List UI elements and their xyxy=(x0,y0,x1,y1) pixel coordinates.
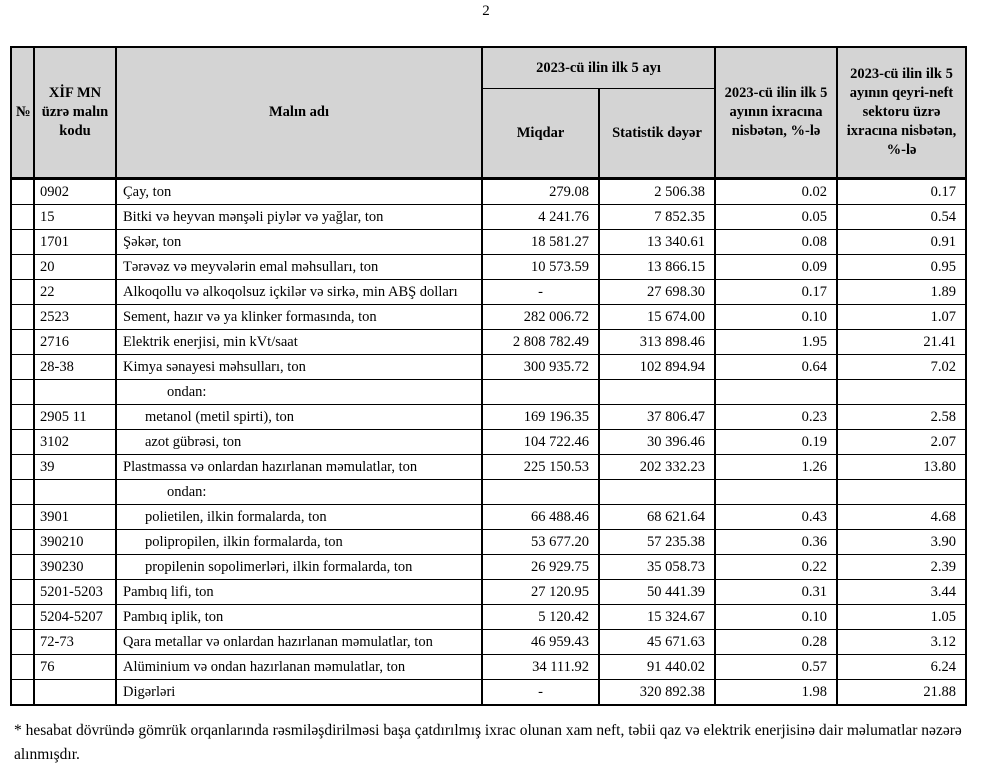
cell-no xyxy=(11,505,34,530)
cell-product-name: Tərəvəz və meyvələrin emal məhsulları, ton xyxy=(116,255,482,280)
cell-stat-value: 320 892.38 xyxy=(599,680,715,706)
cell-product-name: Şəkər, ton xyxy=(116,230,482,255)
cell-share-nonoil: 2.39 xyxy=(837,555,966,580)
cell-no xyxy=(11,205,34,230)
cell-share-export: 1.26 xyxy=(715,455,837,480)
cell-product-name: Qara metallar və onlardan hazırlanan məmulatlar, ton xyxy=(116,630,482,655)
cell-code: 0902 xyxy=(34,179,116,205)
export-statistics-table xyxy=(10,46,967,706)
cell-share-export: 0.10 xyxy=(715,305,837,330)
cell-share-nonoil: 6.24 xyxy=(837,655,966,680)
cell-product-name: ondan: xyxy=(116,380,482,405)
cell-share-nonoil: 2.58 xyxy=(837,405,966,430)
cell-stat-value: 15 324.67 xyxy=(599,605,715,630)
cell-quantity: 2 808 782.49 xyxy=(482,330,599,355)
cell-product-name: Alüminium və ondan hazırlanan məmulatlar, ton xyxy=(116,655,482,680)
cell-product-name: Sement, hazır və ya klinker formasında, ton xyxy=(116,305,482,330)
table-row xyxy=(11,230,966,255)
cell-stat-value: 15 674.00 xyxy=(599,305,715,330)
cell-product-name: Pambıq lifi, ton xyxy=(116,580,482,605)
table-row xyxy=(11,630,966,655)
cell-stat-value: 57 235.38 xyxy=(599,530,715,555)
cell-stat-value: 37 806.47 xyxy=(599,405,715,430)
cell-code: 1701 xyxy=(34,230,116,255)
cell-share-nonoil: 0.95 xyxy=(837,255,966,280)
cell-quantity: 66 488.46 xyxy=(482,505,599,530)
cell-quantity: 27 120.95 xyxy=(482,580,599,605)
cell-share-export: 0.08 xyxy=(715,230,837,255)
cell-share-nonoil: 3.90 xyxy=(837,530,966,555)
cell-share-export xyxy=(715,480,837,505)
table-row xyxy=(11,355,966,380)
cell-code: 2716 xyxy=(34,330,116,355)
cell-no xyxy=(11,280,34,305)
cell-share-export: 0.31 xyxy=(715,580,837,605)
cell-code: 28-38 xyxy=(34,355,116,380)
cell-stat-value: 202 332.23 xyxy=(599,455,715,480)
cell-quantity: 282 006.72 xyxy=(482,305,599,330)
cell-product-name: propilenin sopolimerləri, ilkin formalarda, ton xyxy=(116,555,482,580)
cell-share-export: 0.28 xyxy=(715,630,837,655)
cell-no xyxy=(11,305,34,330)
cell-no xyxy=(11,630,34,655)
cell-share-export: 1.98 xyxy=(715,680,837,706)
cell-quantity: - xyxy=(482,680,599,706)
cell-share-export: 0.10 xyxy=(715,605,837,630)
cell-product-name: Çay, ton xyxy=(116,179,482,205)
cell-share-export xyxy=(715,380,837,405)
cell-share-nonoil: 0.17 xyxy=(837,179,966,205)
cell-no xyxy=(11,530,34,555)
table-row xyxy=(11,505,966,530)
cell-stat-value: 27 698.30 xyxy=(599,280,715,305)
cell-quantity xyxy=(482,480,599,505)
cell-share-nonoil: 1.05 xyxy=(837,605,966,630)
cell-code: 72-73 xyxy=(34,630,116,655)
table-header xyxy=(11,47,966,179)
cell-code: 22 xyxy=(34,280,116,305)
cell-code: 3102 xyxy=(34,430,116,455)
cell-code xyxy=(34,380,116,405)
cell-no xyxy=(11,680,34,706)
cell-stat-value: 45 671.63 xyxy=(599,630,715,655)
cell-share-nonoil: 1.89 xyxy=(837,280,966,305)
cell-share-export: 0.36 xyxy=(715,530,837,555)
cell-stat-value: 13 340.61 xyxy=(599,230,715,255)
cell-share-export: 0.17 xyxy=(715,280,837,305)
cell-code: 15 xyxy=(34,205,116,230)
cell-product-name: ondan: xyxy=(116,480,482,505)
col-header-no: № xyxy=(11,47,34,179)
col-header-share-export: 2023-cü ilin ilk 5 ayının ixracına nisbətən, %-lə xyxy=(715,47,837,179)
cell-stat-value xyxy=(599,380,715,405)
cell-stat-value: 35 058.73 xyxy=(599,555,715,580)
cell-quantity: 4 241.76 xyxy=(482,205,599,230)
table-row xyxy=(11,280,966,305)
col-header-share-nonoil: 2023-cü ilin ilk 5 ayının qeyri-neft sektoru üzrə ixracına nisbətən, %-lə xyxy=(837,47,966,179)
cell-code: 5204-5207 xyxy=(34,605,116,630)
cell-share-export: 0.23 xyxy=(715,405,837,430)
cell-no xyxy=(11,355,34,380)
cell-code: 20 xyxy=(34,255,116,280)
cell-share-nonoil xyxy=(837,480,966,505)
cell-product-name: Kimya sənayesi məhsulları, ton xyxy=(116,355,482,380)
cell-product-name: azot gübrəsi, ton xyxy=(116,430,482,455)
cell-no xyxy=(11,605,34,630)
cell-share-nonoil: 7.02 xyxy=(837,355,966,380)
cell-stat-value: 91 440.02 xyxy=(599,655,715,680)
col-header-period-group: 2023-cü ilin ilk 5 ayı xyxy=(482,47,715,89)
table-row xyxy=(11,555,966,580)
col-header-stat-value: Statistik dəyər xyxy=(599,89,715,179)
cell-product-name: polipropilen, ilkin formalarda, ton xyxy=(116,530,482,555)
cell-share-export: 0.19 xyxy=(715,430,837,455)
cell-stat-value: 68 621.64 xyxy=(599,505,715,530)
cell-product-name: Elektrik enerjisi, min kVt/saat xyxy=(116,330,482,355)
cell-share-nonoil: 4.68 xyxy=(837,505,966,530)
cell-quantity: 10 573.59 xyxy=(482,255,599,280)
table-row xyxy=(11,480,966,505)
cell-stat-value: 102 894.94 xyxy=(599,355,715,380)
table-row xyxy=(11,605,966,630)
cell-stat-value: 13 866.15 xyxy=(599,255,715,280)
cell-quantity: 46 959.43 xyxy=(482,630,599,655)
table-row xyxy=(11,455,966,480)
cell-product-name: metanol (metil spirti), ton xyxy=(116,405,482,430)
cell-quantity: - xyxy=(482,280,599,305)
cell-share-export: 0.43 xyxy=(715,505,837,530)
table-row xyxy=(11,330,966,355)
cell-code: 5201-5203 xyxy=(34,580,116,605)
cell-quantity: 18 581.27 xyxy=(482,230,599,255)
cell-no xyxy=(11,580,34,605)
table-row xyxy=(11,430,966,455)
cell-stat-value xyxy=(599,480,715,505)
cell-code: 2905 11 xyxy=(34,405,116,430)
cell-quantity: 26 929.75 xyxy=(482,555,599,580)
cell-stat-value: 50 441.39 xyxy=(599,580,715,605)
table-row xyxy=(11,580,966,605)
cell-product-name: Bitki və heyvan mənşəli piylər və yağlar, ton xyxy=(116,205,482,230)
cell-share-nonoil: 21.41 xyxy=(837,330,966,355)
cell-product-name: polietilen, ilkin formalarda, ton xyxy=(116,505,482,530)
cell-stat-value: 30 396.46 xyxy=(599,430,715,455)
cell-share-nonoil: 13.80 xyxy=(837,455,966,480)
cell-no xyxy=(11,380,34,405)
cell-share-export: 1.95 xyxy=(715,330,837,355)
cell-share-nonoil xyxy=(837,380,966,405)
col-header-quantity: Miqdar xyxy=(482,89,599,179)
cell-no xyxy=(11,430,34,455)
cell-share-nonoil: 3.12 xyxy=(837,630,966,655)
cell-share-export: 0.05 xyxy=(715,205,837,230)
cell-quantity: 34 111.92 xyxy=(482,655,599,680)
cell-code: 390210 xyxy=(34,530,116,555)
cell-share-nonoil: 21.88 xyxy=(837,680,966,706)
cell-no xyxy=(11,655,34,680)
cell-quantity: 279.08 xyxy=(482,179,599,205)
cell-share-export: 0.64 xyxy=(715,355,837,380)
table-row xyxy=(11,255,966,280)
cell-no xyxy=(11,330,34,355)
cell-code xyxy=(34,480,116,505)
cell-share-export: 0.09 xyxy=(715,255,837,280)
col-header-product-name: Malın adı xyxy=(116,47,482,179)
table-row xyxy=(11,305,966,330)
cell-quantity: 300 935.72 xyxy=(482,355,599,380)
cell-code: 76 xyxy=(34,655,116,680)
cell-stat-value: 2 506.38 xyxy=(599,179,715,205)
table-row xyxy=(11,405,966,430)
cell-quantity xyxy=(482,380,599,405)
cell-share-nonoil: 0.91 xyxy=(837,230,966,255)
cell-no xyxy=(11,555,34,580)
cell-share-nonoil: 2.07 xyxy=(837,430,966,455)
table-body xyxy=(11,179,966,706)
cell-code: 2523 xyxy=(34,305,116,330)
table-row xyxy=(11,680,966,706)
cell-no xyxy=(11,480,34,505)
col-header-code: XİF MN üzrə malın kodu xyxy=(34,47,116,179)
cell-code: 390230 xyxy=(34,555,116,580)
cell-product-name: Plastmassa və onlardan hazırlanan məmulatlar, ton xyxy=(116,455,482,480)
table-row xyxy=(11,380,966,405)
cell-code: 39 xyxy=(34,455,116,480)
cell-no xyxy=(11,405,34,430)
cell-code xyxy=(34,680,116,706)
page-number: 2 xyxy=(482,3,490,19)
cell-share-nonoil: 1.07 xyxy=(837,305,966,330)
cell-product-name: Alkoqollu və alkoqolsuz içkilər və sirkə, min ABŞ dolları xyxy=(116,280,482,305)
cell-share-export: 0.02 xyxy=(715,179,837,205)
cell-product-name: Pambıq iplik, ton xyxy=(116,605,482,630)
table-row xyxy=(11,205,966,230)
cell-quantity: 169 196.35 xyxy=(482,405,599,430)
cell-quantity: 53 677.20 xyxy=(482,530,599,555)
cell-no xyxy=(11,455,34,480)
cell-quantity: 104 722.46 xyxy=(482,430,599,455)
cell-no xyxy=(11,230,34,255)
cell-share-nonoil: 0.54 xyxy=(837,205,966,230)
cell-quantity: 5 120.42 xyxy=(482,605,599,630)
cell-no xyxy=(11,179,34,205)
cell-share-export: 0.57 xyxy=(715,655,837,680)
cell-stat-value: 7 852.35 xyxy=(599,205,715,230)
cell-product-name: Digərləri xyxy=(116,680,482,706)
footnote: * hesabat dövründə gömrük orqanlarında rəsmiləşdirilməsi başa çatdırılmış ixrac olunan xam neft, təbii qaz və elektrik enerjisinə dair məlumatlar nəzərə alınmışdır. xyxy=(14,722,962,764)
cell-share-nonoil: 3.44 xyxy=(837,580,966,605)
cell-no xyxy=(11,255,34,280)
cell-stat-value: 313 898.46 xyxy=(599,330,715,355)
table-row xyxy=(11,530,966,555)
cell-share-export: 0.22 xyxy=(715,555,837,580)
cell-code: 3901 xyxy=(34,505,116,530)
cell-quantity: 225 150.53 xyxy=(482,455,599,480)
table-row xyxy=(11,179,966,205)
table-row xyxy=(11,655,966,680)
